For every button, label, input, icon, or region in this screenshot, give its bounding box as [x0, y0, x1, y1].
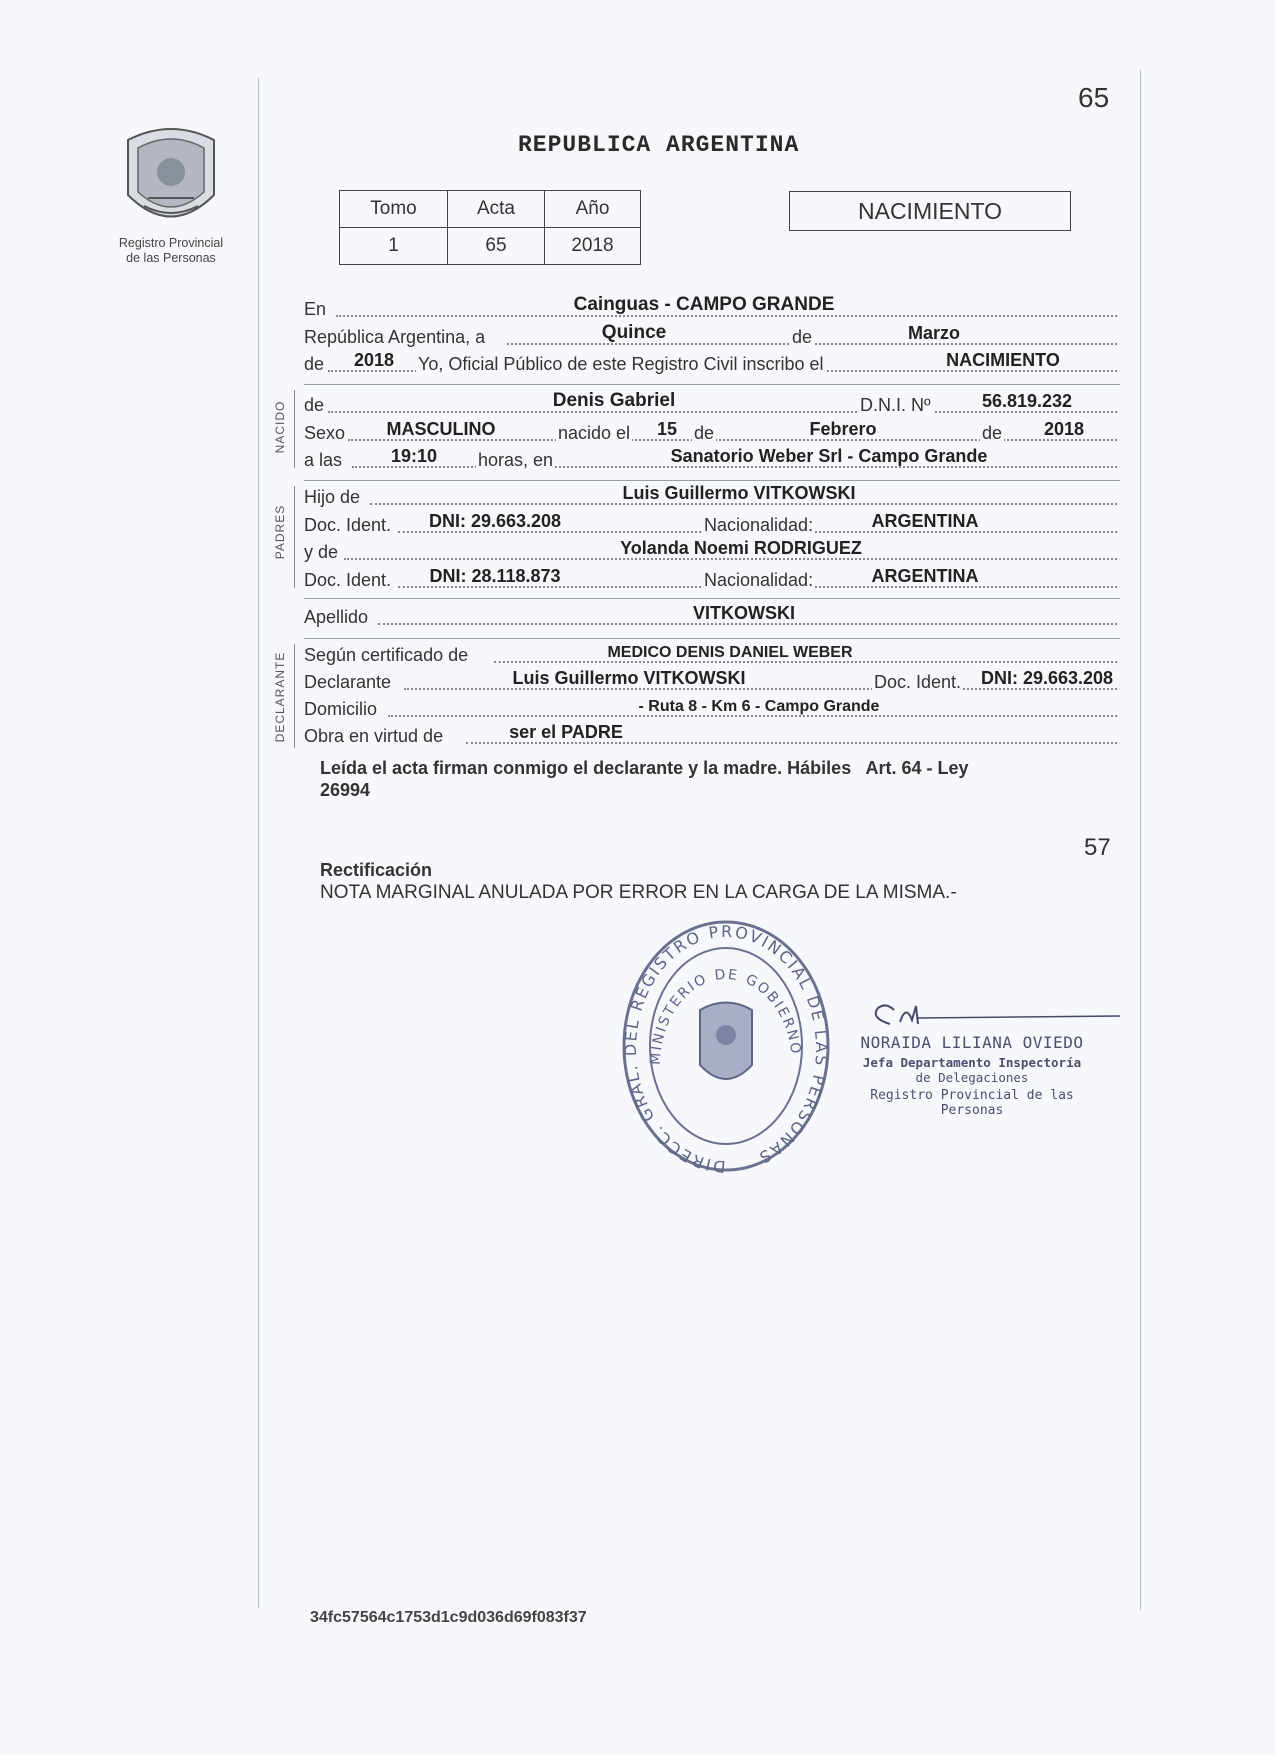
value-obra: ser el PADRE	[509, 722, 623, 742]
label-declarante: Declarante	[304, 672, 392, 692]
table-header-row	[340, 191, 641, 228]
closing-line-2: 26994	[320, 780, 371, 800]
table-row	[340, 228, 641, 265]
section-label-padres: PADRES	[273, 504, 287, 560]
label-de-anio: de	[304, 354, 325, 374]
value-mes-nac: Febrero	[809, 419, 877, 439]
value-doc-declarante: DNI: 29.663.208	[980, 668, 1114, 688]
signer-role-2: de Delegaciones	[915, 1070, 1029, 1085]
seal-inner-text: MINISTERIO DE GOBIERNO	[647, 966, 804, 1066]
value-anio: 2018	[353, 350, 395, 370]
signature-block	[852, 1033, 1092, 1118]
document-hash: 34fc57564c1753d1c9d036d69f083f37	[310, 1609, 587, 1626]
value-mes: Marzo	[907, 323, 960, 343]
label-certificado: Según certificado de	[304, 645, 469, 665]
value-nombre: Denis Gabriel	[552, 390, 676, 411]
signer-role-3: Registro Provincial de las Personas	[870, 1088, 1074, 1118]
row-yo	[304, 349, 1120, 377]
logo-caption-line-2: de las Personas	[126, 251, 216, 265]
signature-mark	[860, 1000, 1120, 1030]
value-tipo: NACIMIENTO	[946, 350, 1060, 370]
value-padre-nac: ARGENTINA	[871, 511, 979, 531]
value-en: Cainguas - CAMPO GRANDE	[573, 294, 835, 315]
label-nac-padre: Nacionalidad:	[704, 515, 814, 535]
value-apellido: VITKOWSKI	[693, 603, 795, 623]
value-madre: Yolanda Noemi RODRIGUEZ	[620, 538, 862, 558]
logo-caption	[100, 236, 242, 266]
label-y-de: y de	[304, 542, 339, 562]
row-hora	[304, 445, 1120, 473]
label-doc-madre: Doc. Ident.	[304, 570, 392, 590]
table-cell-tomo: 1	[340, 228, 448, 265]
closing-statement	[320, 757, 1110, 801]
record-type-box: NACIMIENTO	[789, 191, 1071, 231]
label-de-mes: de	[694, 423, 715, 443]
value-dia: Quince	[601, 322, 667, 343]
value-padre: Luis Guillermo VITKOWSKI	[622, 483, 856, 503]
table-header-acta: Acta	[448, 191, 545, 228]
row-padre-doc	[304, 510, 1120, 538]
seal-outer-text: DIRECC. GRAL. DEL REGISTRO PROVINCIAL DE LAS PERSONAS	[621, 921, 832, 1177]
table-header-tomo: Tomo	[340, 191, 448, 228]
label-de-nombre: de	[304, 395, 325, 415]
value-padre-doc: DNI: 29.663.208	[428, 511, 562, 531]
logo-caption-line-1: Registro Provincial	[118, 236, 224, 250]
marginal-number: 57	[1084, 834, 1111, 861]
value-anio-nac: 2018	[1043, 419, 1085, 439]
closing-line-1: Leída el acta firman conmigo el declarante y la madre. Hábiles Art. 64 - Ley	[320, 758, 969, 778]
label-sexo: Sexo	[304, 423, 346, 443]
row-declarante	[304, 667, 1120, 695]
marginal-text: NOTA MARGINAL ANULADA POR ERROR EN LA CARGA DE LA MISMA.-	[320, 882, 957, 903]
row-apellido	[304, 602, 1120, 630]
section-label-nacido: NACIDO	[273, 400, 287, 454]
value-certificado: MEDICO DENIS DANIEL WEBER	[607, 644, 853, 661]
official-seal	[620, 915, 832, 1177]
value-declarante: Luis Guillermo VITKOWSKI	[512, 668, 746, 688]
label-a-las: a las	[304, 450, 343, 470]
label-en: En	[304, 299, 327, 319]
left-margin-line	[258, 78, 259, 1608]
label-doc-padre: Doc. Ident.	[304, 515, 392, 535]
value-madre-nac: ARGENTINA	[871, 566, 979, 586]
row-hijo-de	[304, 482, 1120, 510]
tomo-acta-table	[339, 190, 641, 265]
value-dni: 56.819.232	[981, 391, 1073, 411]
label-republica: República Argentina, a	[304, 327, 486, 347]
page-number: 65	[1078, 82, 1110, 113]
row-certificado	[304, 640, 1120, 668]
section-label-declarante: DECLARANTE	[273, 651, 287, 743]
label-de: de	[792, 327, 813, 347]
marginal-title: Rectificación	[320, 860, 433, 880]
signer-role-1: Jefa Departamento Inspectoría	[862, 1055, 1082, 1070]
signer-name: NORAIDA LILIANA OVIEDO	[860, 1033, 1084, 1052]
row-sexo	[304, 418, 1120, 446]
label-de-anio-nac: de	[982, 423, 1003, 443]
table-header-anio: Año	[545, 191, 641, 228]
value-domicilio: - Ruta 8 - Km 6 - Campo Grande	[638, 698, 880, 715]
label-obra: Obra en virtud de	[304, 726, 444, 746]
row-nacido-nombre	[304, 390, 1120, 418]
document-title: REPUBLICA ARGENTINA	[518, 132, 800, 158]
label-nac-madre: Nacionalidad:	[704, 570, 814, 590]
label-doc-declarante: Doc. Ident.	[874, 672, 962, 692]
label-apellido: Apellido	[304, 607, 369, 627]
value-dia-nac: 15	[656, 419, 678, 439]
province-logo	[118, 120, 224, 235]
value-sexo: MASCULINO	[386, 419, 496, 439]
row-y-de	[304, 537, 1120, 565]
value-hora: 19:10	[390, 446, 438, 466]
label-hijo-de: Hijo de	[304, 487, 361, 507]
label-nacido-el: nacido el	[558, 423, 631, 443]
table-cell-acta: 65	[448, 228, 545, 265]
label-yo: Yo, Oficial Público de este Registro Civil inscribo el	[418, 354, 824, 374]
value-madre-doc: DNI: 28.118.873	[429, 566, 561, 586]
row-domicilio	[304, 694, 1120, 722]
label-horas-en: horas, en	[478, 450, 554, 470]
label-dni: D.N.I. Nº	[860, 395, 931, 415]
row-obra	[304, 721, 1120, 749]
row-republica	[304, 322, 1120, 350]
right-margin-line	[1140, 70, 1141, 1610]
row-madre-doc	[304, 565, 1120, 593]
label-domicilio: Domicilio	[304, 699, 378, 719]
value-lugar: Sanatorio Weber Srl - Campo Grande	[670, 446, 988, 466]
table-cell-anio: 2018	[545, 228, 641, 265]
row-en	[304, 294, 1120, 322]
